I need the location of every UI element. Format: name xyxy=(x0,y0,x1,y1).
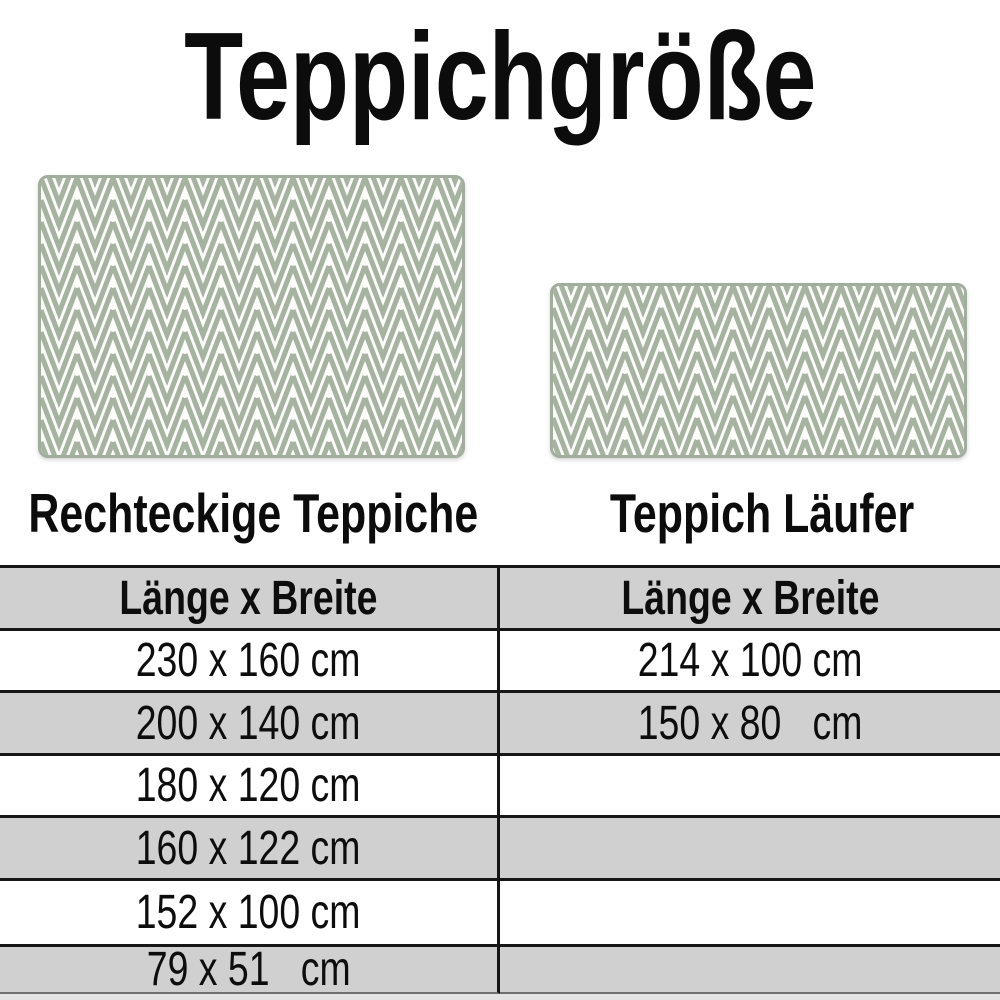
table-cell xyxy=(0,693,500,756)
size-value: 214 x 100 cm xyxy=(637,634,863,687)
size-table xyxy=(0,565,1000,994)
size-value: 152 x 100 cm xyxy=(136,886,361,939)
table-cell xyxy=(500,693,1000,756)
rectangular-rug-label xyxy=(0,482,506,544)
chevron-pattern-graphic xyxy=(41,178,462,455)
runner-rug-swatch xyxy=(550,283,967,458)
table-cell xyxy=(0,818,500,881)
chevron-pattern-graphic xyxy=(553,286,964,455)
runner-rug-label-text: Teppich Läufer xyxy=(609,482,915,544)
size-value: 200 x 140 cm xyxy=(136,696,361,750)
table-cell xyxy=(500,631,1000,693)
table-cell xyxy=(0,947,500,994)
table-cell xyxy=(500,818,1000,881)
table-cell xyxy=(500,947,1000,994)
table-bottom-edge xyxy=(0,994,1000,1000)
table-cell xyxy=(500,756,1000,818)
size-value: 79 x 51 cm xyxy=(146,947,351,994)
table-cell xyxy=(500,881,1000,947)
size-value: 150 x 80 cm xyxy=(637,696,863,750)
size-value: 160 x 122 cm xyxy=(136,821,361,875)
table-cell xyxy=(0,631,500,693)
table-header-text: Länge x Breite xyxy=(119,571,378,625)
rectangular-rug-swatch xyxy=(38,175,465,458)
table-header-cell xyxy=(500,568,1000,631)
table-cell xyxy=(0,881,500,947)
table-header-cell xyxy=(0,568,500,631)
runner-rug-label xyxy=(518,482,1000,544)
page-title-text: Teppichgröße xyxy=(183,8,817,146)
size-value: 230 x 160 cm xyxy=(136,634,361,687)
table-cell xyxy=(0,756,500,818)
rectangular-rug-label-text: Rechteckige Teppiche xyxy=(28,482,478,544)
size-value: 180 x 120 cm xyxy=(136,759,361,812)
page-title xyxy=(0,8,1000,146)
table-header-text: Länge x Breite xyxy=(620,571,880,625)
